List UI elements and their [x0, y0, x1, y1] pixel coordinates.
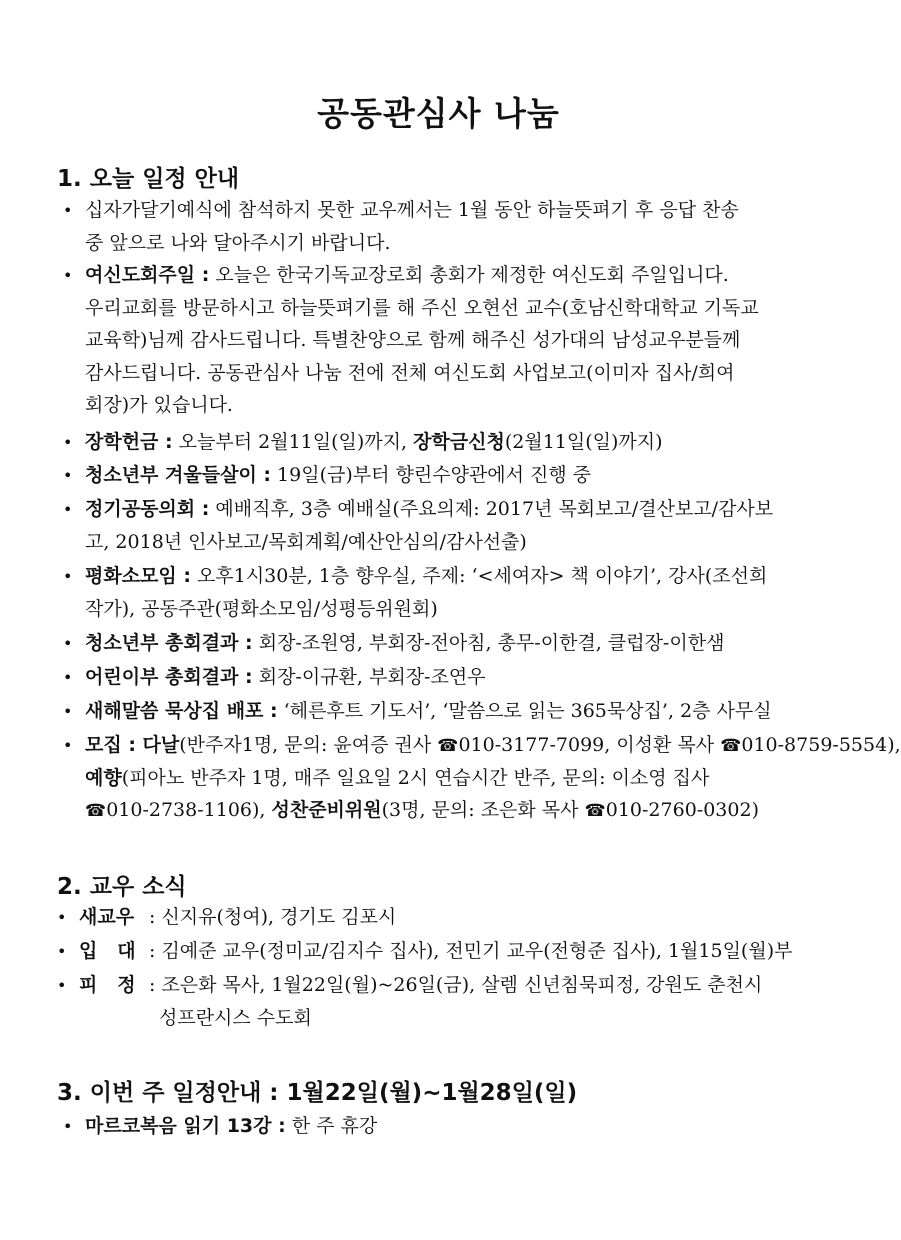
section-heading-member-news: 2. 교우 소식 — [57, 874, 187, 900]
list-item-cross-ceremony: • 십자가달기예식에 참석하지 못한 교우께서는 1월 동안 하늘뜻펴기 후 응답 찬송 중 앞으로 나와 달아주시기 바랍니다. — [63, 194, 808, 259]
list-item-devotional-distribution: • 새해말씀 묵상집 배포 : ‘헤른후트 기도서’, ‘말씀으로 읽는 365묵상집’, 2층 사무실 — [63, 695, 808, 728]
list-item-youth-assembly: • 청소년부 총회결과 : 회장-조원영, 부회장-전아침, 총무-이한결, 클럽장-이한샘 — [63, 627, 808, 660]
bullet-icon: • — [57, 976, 67, 995]
bullet-icon: • — [63, 266, 73, 285]
list-item-youth-winter-camp: • 청소년부 겨울들살이 : 19일(금)부터 향린수양관에서 진행 중 — [63, 459, 808, 492]
bullet-icon: • — [63, 466, 73, 485]
list-item-children-assembly: • 어린이부 총회결과 : 회장-이규환, 부회장-조연우 — [63, 661, 808, 694]
bullet-icon: • — [63, 500, 73, 519]
news-item-new-member: • 새교우 : 신지유(청여), 경기도 김포시 — [57, 901, 817, 934]
bullet-icon: • — [63, 433, 73, 452]
bullet-icon: • — [63, 201, 73, 220]
bullet-icon: • — [63, 736, 73, 755]
bullet-icon: • — [57, 942, 67, 961]
phone-icon: ☎ — [720, 736, 742, 756]
section-heading-today-schedule: 1. 오늘 일정 안내 — [57, 166, 240, 192]
list-item-congregation-meeting: • 정기공동의회 : 예배직후, 3층 예배실(주요의제: 2017년 목회보고/결산보고/감사보 고, 2018년 인사보고/목회계획/예산안심의/감사선출) — [63, 493, 808, 558]
bullet-icon: • — [63, 1117, 73, 1136]
list-item-recruitment: • 모집 : 다날(반주자1명, 문의: 윤여증 권사 ☎010-3177-7099, 이성환 목사 ☎010-8759-5554), 예향(피아노 반주자 1명, 매주 일요일 2시 연습시간 반주, 문의: 이소영 집사 ☎010-2738-1106), 성찬준비위원(3명, 문의: 조은화 목사 ☎010-2760-0302) — [63, 729, 808, 827]
bullet-icon: • — [63, 668, 73, 687]
news-item-hospitalization: • 입 대 : 김예준 교우(정미교/김지수 집사), 전민기 교우(전형준 집사), 1월15일(월)부 — [57, 935, 817, 968]
list-item-women-sunday: • 여신도회주일 : 오늘은 한국기독교장로회 총회가 제정한 여신도회 주일입니다. 우리교회를 방문하시고 하늘뜻펴기를 해 주신 오현선 교수(호남신학대학교 기독교 교육학)님께 감사드립니다. 특별찬양으로 함께 해주신 성가대의 남성교우분들께 감사드립니다. 공동관심사 나눔 전에 전체 여신도회 사업보고(이미자 집사/희여 회장)가 있습니다. — [63, 259, 808, 422]
list-item-peace-group: • 평화소모임 : 오후1시30분, 1층 향우실, 주제: ‘<세여자> 책 이야기’, 강사(조선희 작가), 공동주관(평화소모임/성평등위원회) — [63, 560, 808, 625]
bullet-icon: • — [57, 908, 67, 927]
list-item-scholarship: • 장학헌금 : 오늘부터 2월11일(일)까지, 장학금신청(2월11일(일)까지) — [63, 426, 808, 459]
bullet-icon: • — [63, 702, 73, 721]
news-item-retreat: • 피 정 : 조은화 목사, 1월22일(월)~26일(금), 살렘 신년침묵피정, 강원도 춘천시 성프란시스 수도회 — [57, 969, 817, 1034]
bullet-icon: • — [63, 567, 73, 586]
phone-icon: ☎ — [584, 801, 606, 821]
page-title: 공동관심사 나눔 — [317, 94, 560, 133]
phone-icon: ☎ — [437, 736, 459, 756]
phone-icon: ☎ — [85, 801, 107, 821]
section-heading-week-schedule: 3. 이번 주 일정안내 : 1월22일(월)~1월28일(일) — [57, 1080, 578, 1106]
bullet-icon: • — [63, 634, 73, 653]
list-item-mark-gospel-reading: • 마르코복음 읽기 13강 : 한 주 휴강 — [63, 1110, 808, 1143]
